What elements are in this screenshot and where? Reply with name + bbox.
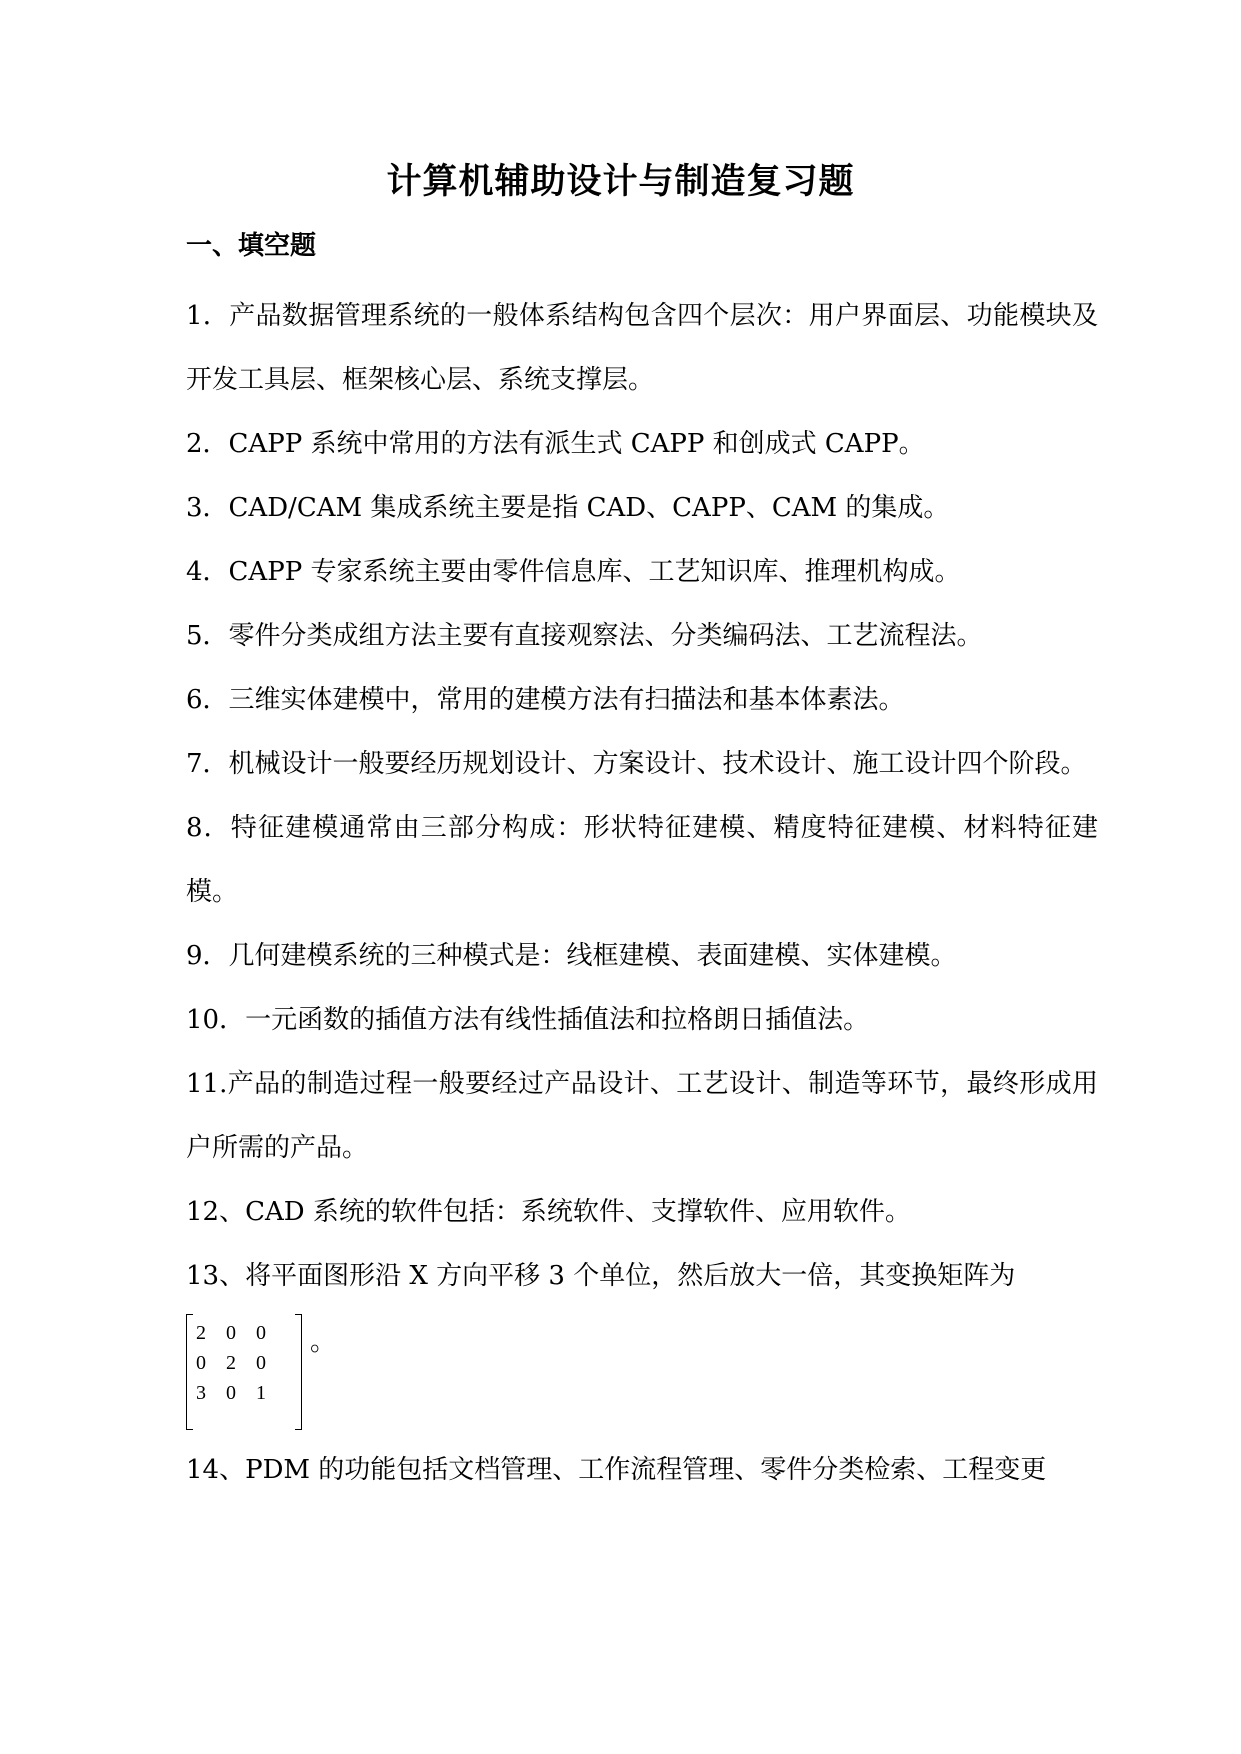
question-item: 11.产品的制造过程一般要经过产品设计、工艺设计、制造等环节，最终形成用户所需的产品。: [186, 1069, 1098, 1163]
matrix-cell: 0: [256, 1352, 266, 1374]
question-item: 14、PDM 的功能包括文档管理、工作流程管理、零件分类检索、工程变更: [186, 1455, 1047, 1485]
matrix-cell: 0: [226, 1382, 236, 1404]
matrix-cell: 1: [256, 1382, 266, 1404]
matrix-cell: 2: [196, 1322, 206, 1344]
question-item: 7．机械设计一般要经历规划设计、方案设计、技术设计、施工设计四个阶段。: [186, 749, 1087, 779]
question-list: [186, 284, 1098, 1502]
question-item: 9．几何建模系统的三种模式是：线框建模、表面建模、实体建模。: [186, 941, 957, 971]
transform-matrix: [186, 1314, 302, 1428]
matrix-cell: 0: [196, 1352, 206, 1374]
matrix-cell: 3: [196, 1382, 206, 1404]
matrix-grid: [196, 1318, 286, 1408]
question-item: 12、CAD 系统的软件包括：系统软件、支撑软件、应用软件。: [186, 1197, 911, 1227]
question-item: 13、将平面图形沿 X 方向平移 3 个单位，然后放大一倍，其变换矩阵为: [186, 1261, 1016, 1291]
matrix-cell: 0: [256, 1322, 266, 1344]
matrix-right-bracket: [295, 1314, 302, 1430]
question-item: 6．三维实体建模中，常用的建模方法有扫描法和基本体素法。: [186, 685, 905, 715]
question-item: 8．特征建模通常由三部分构成：形状特征建模、精度特征建模、材料特征建模。: [186, 813, 1098, 907]
question-item: 2．CAPP 系统中常用的方法有派生式 CAPP 和创成式 CAPP。: [186, 429, 925, 459]
question-item: 1．产品数据管理系统的一般体系结构包含四个层次：用户界面层、功能模块及开发工具层、框架核心层、系统支撑层。: [186, 301, 1098, 395]
matrix-left-bracket: [186, 1314, 193, 1430]
section-heading: 一、填空题: [186, 231, 317, 261]
transform-matrix-block: [186, 1308, 1098, 1438]
page-title: 计算机辅助设计与制造复习题: [386, 162, 855, 202]
matrix-cell: 0: [226, 1322, 236, 1344]
question-item: 4．CAPP 专家系统主要由零件信息库、工艺知识库、推理机构成。: [186, 557, 961, 587]
question-item: 3．CAD/CAM 集成系统主要是指 CAD、CAPP、CAM 的集成。: [186, 493, 950, 523]
matrix-end-mark: 。: [310, 1327, 337, 1357]
matrix-cell: 2: [226, 1352, 236, 1374]
question-item: 5．零件分类成组方法主要有直接观察法、分类编码法、工艺流程法。: [186, 621, 983, 651]
question-item: 10．一元函数的插值方法有线性插值法和拉格朗日插值法。: [186, 1005, 870, 1035]
